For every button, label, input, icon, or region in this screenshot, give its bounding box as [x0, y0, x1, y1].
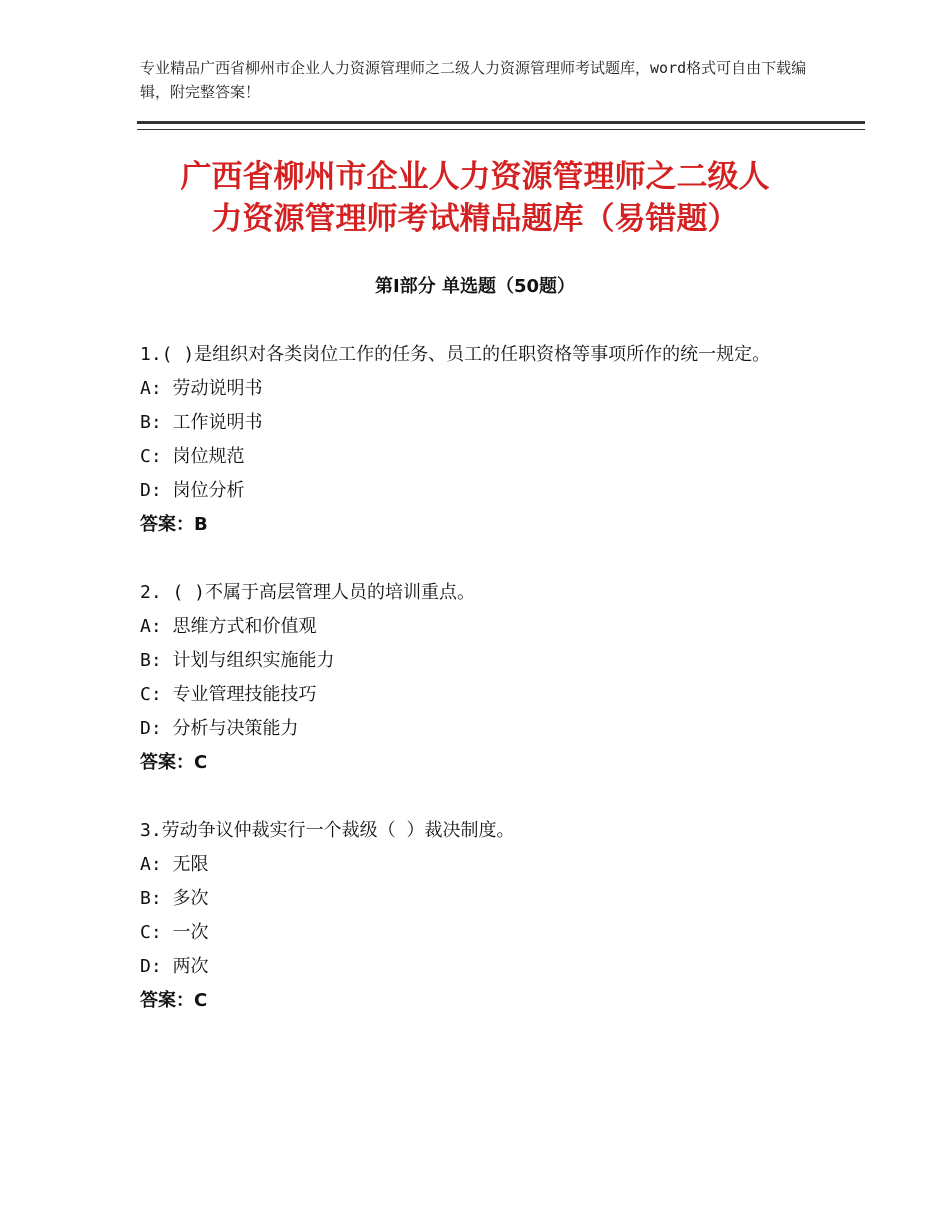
header-divider [137, 121, 865, 130]
answer: 答案：B [140, 514, 208, 535]
question-stem: 1.( )是组织对各类岗位工作的任务、员工的任职资格等事项所作的统一规定。 [140, 344, 771, 365]
option-c: C: 岗位规范 [140, 446, 245, 467]
question-1 [140, 338, 820, 542]
document-title [120, 156, 830, 240]
question-stem: 2. ( )不属于高层管理人员的培训重点。 [140, 582, 476, 603]
document-title-line-2: 力资源管理师考试精品题库（易错题） [211, 201, 739, 237]
section-heading: 第Ⅰ部分 单选题（50题） [374, 276, 575, 297]
option-c: C: 一次 [140, 922, 209, 943]
option-b: B: 工作说明书 [140, 412, 263, 433]
answer: 答案：C [140, 752, 208, 773]
header-note: 专业精品广西省柳州市企业人力资源管理师之二级人力资源管理师考试题库，word格式可自由下载编辑，附完整答案！ [140, 59, 807, 101]
option-d: D: 分析与决策能力 [140, 718, 299, 739]
option-a: A: 思维方式和价值观 [140, 616, 317, 637]
option-b: B: 多次 [140, 888, 209, 909]
option-d: D: 岗位分析 [140, 480, 245, 501]
option-a: A: 劳动说明书 [140, 378, 263, 399]
question-list [140, 338, 820, 1052]
document-title-line-1: 广西省柳州市企业人力资源管理师之二级人 [180, 159, 770, 195]
question-stem: 3.劳动争议仲裁实行一个裁级（ ）裁决制度。 [140, 820, 515, 841]
option-a: A: 无限 [140, 854, 209, 875]
option-c: C: 专业管理技能技巧 [140, 684, 317, 705]
question-2 [140, 576, 820, 780]
option-b: B: 计划与组织实施能力 [140, 650, 335, 671]
answer: 答案：C [140, 990, 208, 1011]
question-3 [140, 814, 820, 1018]
option-d: D: 两次 [140, 956, 209, 977]
